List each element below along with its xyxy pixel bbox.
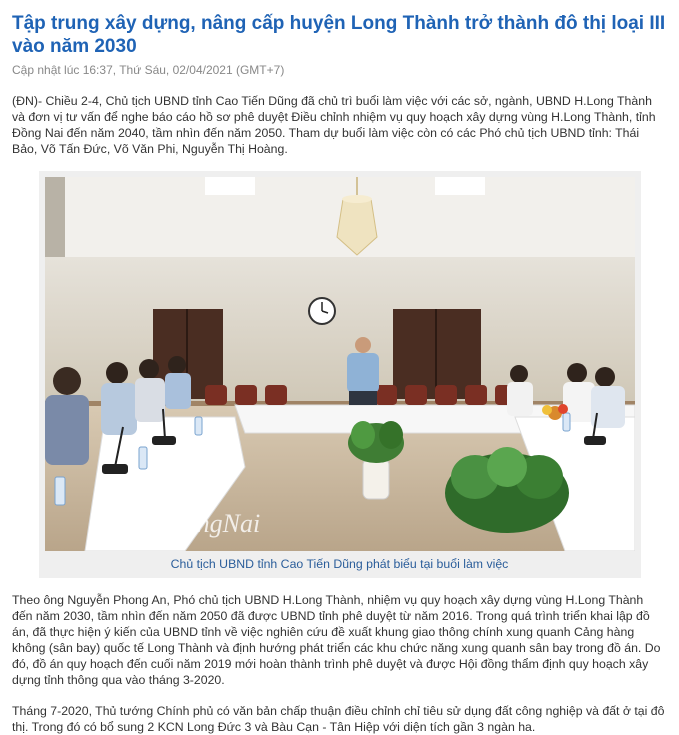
article-figure (39, 171, 641, 578)
photo-caption: Chủ tịch UBND tỉnh Cao Tiến Dũng phát biểu tại buổi làm việc (170, 557, 509, 571)
article-paragraph: Tháng 7-2020, Thủ tướng Chính phủ có văn bản chấp thuận điều chỉnh chỉ tiêu sử dụng đất công nghiệp và đất ở tại đô thị. Trong đó có bổ sung 2 KCN Long Đức 3 và Bàu Cạn - Tân Hiệp với diện tích gần 3 ngàn ha. (12, 704, 665, 734)
article-timestamp: Cập nhật lúc 16:37, Thứ Sáu, 02/04/2021 (GMT+7) (12, 63, 285, 77)
article-paragraph: Theo ông Nguyễn Phong An, Phó chủ tịch UBND H.Long Thành, nhiệm vụ quy hoạch xây dựng vùng H.Long Thành đến năm 2030, tầm nhìn đến năm 2050 đã được UBND tỉnh phê duyệt từ năm 2016. Trong quá trình triển khai lập đồ án, đã thực hiện ý kiến của UBND tỉnh về việc nghiên cứu đề xuất khung giao thông chính xung quanh Cảng hàng không (sân bay) quốc tế Long Thành và định hướng phát triển các khu chức năng xung quanh sân bay trong đồ án. Do đó, đồ án quy hoạch đến cuối năm 2019 mới hoàn thành trình phê duyệt và được Hội đồng thẩm định quy hoạch xây dựng tỉnh thông qua vào tháng 3-2020. (12, 593, 661, 687)
meeting-photo[interactable] (45, 177, 635, 551)
potted-plant-right (445, 447, 569, 533)
article-lead: (ĐN)- Chiều 2-4, Chủ tịch UBND tỉnh Cao Tiến Dũng đã chủ trì buổi làm việc với các sở, ngành, UBND H.Long Thành và đơn vị tư vấn để nghe báo cáo hồ sơ phê duyệt Điều chỉnh nhiệm vụ quy hoạch xây dựng vùng H.Long Thành, tỉnh Đồng Nai đến năm 2040, tầm nhìn đến năm 2050. Tham dự buổi làm việc còn có các Phó chủ tịch UBND tỉnh: Thái Bảo, Võ Tấn Đức, Võ Văn Phi, Nguyễn Thị Hoàng. (12, 94, 656, 156)
wall-clock (309, 298, 335, 324)
article-title[interactable]: Tập trung xây dựng, nâng cấp huyện Long Thành trở thành đô thị loại III vào năm 2030 (12, 13, 666, 57)
photo-watermark: BáoĐồngNai (122, 509, 260, 538)
